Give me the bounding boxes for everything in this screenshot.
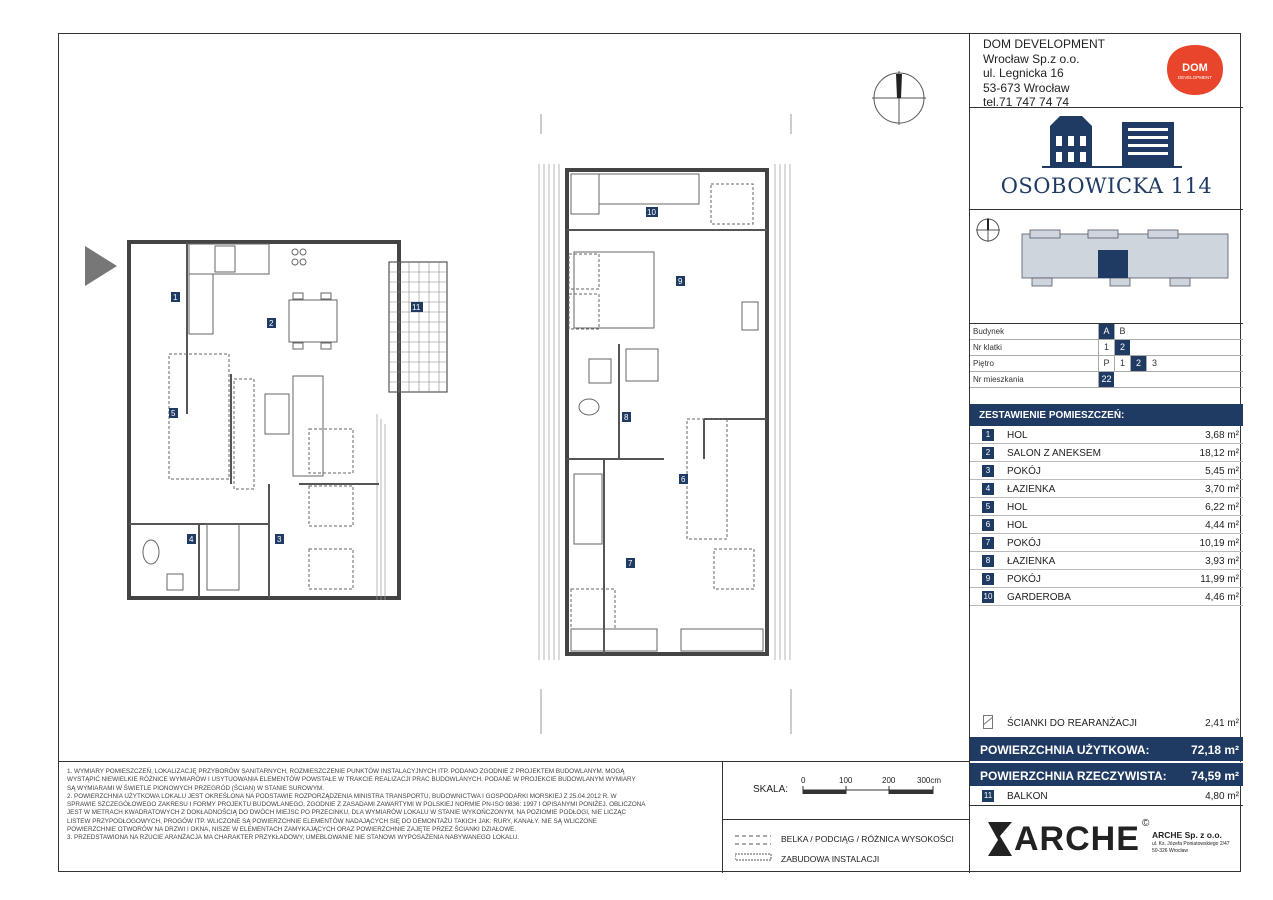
room-label-10: 10 bbox=[647, 208, 656, 217]
room-row: 9 POKÓJ 11,99 m² bbox=[970, 570, 1243, 588]
row-stair: Nr klatki 1 2 bbox=[970, 340, 1243, 356]
north-arrow-icon bbox=[872, 71, 926, 125]
stair-1: 1 bbox=[1098, 340, 1114, 355]
room-label-9: 9 bbox=[678, 277, 683, 286]
scale-bar bbox=[723, 761, 969, 819]
legal-notes bbox=[59, 761, 723, 873]
floor-plan-area bbox=[59, 34, 969, 761]
company-city: 53-673 Wrocław bbox=[983, 80, 1070, 95]
partition-label: ŚCIANKI DO REARANŻACJI bbox=[1007, 718, 1138, 729]
partition-row bbox=[970, 711, 1243, 737]
room-label-4: 4 bbox=[189, 535, 194, 544]
partition-hatch-icon bbox=[983, 715, 993, 729]
note-line: SĄ WYMIARAMI W ŚWIETLE PIONOWYCH PRZEGRÓD (ŚCIAN) W STANIE SUROWYM. bbox=[67, 784, 325, 792]
scale-tick: 0 bbox=[801, 776, 806, 785]
arche-logo-icon bbox=[988, 822, 1012, 856]
apartment-number: 22 bbox=[1098, 372, 1114, 387]
drawing-sheet bbox=[58, 33, 1241, 872]
room-label-1: 1 bbox=[173, 293, 178, 302]
project-title: OSOBOWICKA 114 bbox=[1000, 174, 1213, 198]
project-block bbox=[970, 108, 1243, 210]
room-row: 7 POKÓJ 10,19 m² bbox=[970, 534, 1243, 552]
building-a: A bbox=[1098, 324, 1114, 339]
partition-area: 2,41 m² bbox=[1205, 718, 1239, 729]
note-line: JEST W METRACH KWADRATOWYCH Z DOKŁADNOŚCIĄ DO DWÓCH MIEJSC PO PRZECINKU, DLA WYMIARÓW LOKALU W STANIE WYKOŃCZONYM, NA POZIOMIE PODŁOGI, NIE LICZĄC bbox=[67, 809, 627, 817]
room-row: 5 HOL 6,22 m² bbox=[970, 498, 1243, 516]
floor-1: 1 bbox=[1114, 356, 1130, 371]
floor-3: 3 bbox=[1146, 356, 1162, 371]
note-line: POWIERZCHNIE OTWORÓW NA DRZWI I OKNA, NISZE W ELEMENTACH ZAMYKAJĄCYCH ORAZ POWIERZCHNIE ZAJĘTE PRZEZ ŚCIANKI DZIAŁOWE. bbox=[67, 826, 517, 834]
balcony-row: 11 BALKON 4,80 m² bbox=[970, 787, 1243, 806]
room-row: 8 ŁAZIENKA 3,93 m² bbox=[970, 552, 1243, 570]
stair-2: 2 bbox=[1114, 340, 1130, 355]
rooms-header: ZESTAWIENIE POMIESZCZEŃ: bbox=[970, 404, 1243, 426]
room-row: 3 POKÓJ 5,45 m² bbox=[970, 462, 1243, 480]
site-plan bbox=[970, 210, 1243, 324]
floor-2: 2 bbox=[1130, 356, 1146, 371]
building-logo-icon bbox=[1042, 114, 1182, 170]
scale-label: SKALA: bbox=[753, 784, 789, 795]
building-b: B bbox=[1114, 324, 1130, 339]
usable-area-row: POWIERZCHNIA UŻYTKOWA: 72,18 m² bbox=[970, 737, 1243, 761]
room-label-6: 6 bbox=[681, 475, 686, 484]
row-apartment: Nr mieszkania 22 bbox=[970, 372, 1243, 388]
row-floor: Piętro P 1 2 3 bbox=[970, 356, 1243, 372]
room-row: 10 GARDEROBA 4,46 m² bbox=[970, 588, 1243, 606]
scale-tick: 300cm bbox=[917, 776, 942, 785]
room-row: 6 HOL 4,44 m² bbox=[970, 516, 1243, 534]
developer-block bbox=[970, 34, 1243, 108]
architect-block bbox=[970, 806, 1243, 873]
apartment-info bbox=[970, 324, 1243, 404]
company-street: ul. Legnicka 16 bbox=[983, 66, 1064, 80]
floor-p: P bbox=[1098, 356, 1114, 371]
room-label-3: 3 bbox=[277, 535, 282, 544]
scale-tick: 200 bbox=[882, 776, 896, 785]
info-panel bbox=[969, 34, 1242, 873]
site-apartment-highlight bbox=[1098, 250, 1128, 278]
arche-copyright: © bbox=[1142, 818, 1150, 829]
note-line: 1. WYMIARY POMIESZCZEŃ, LOKALIZACJĘ PRZYBORÓW SANITARNYCH, ROZMIESZCZENIE PUNKTÓW INSTALACYJNYCH ITP. PODANO ZGODNIE Z PROJEKTEM BUDOWLANYM. MOGĄ bbox=[67, 768, 625, 775]
legend bbox=[723, 819, 969, 873]
upper-floor-plan bbox=[539, 114, 791, 734]
company-phone: tel.71 747 74 74 bbox=[983, 95, 1070, 109]
note-line: LISTEW PRZYPODŁOGOWYCH, PROGÓW ITP. WLICZONE SĄ POWIERZCHNIE ELEMENTÓW NADAJĄCYCH SIĘ DO DEMONTAŻU TAKICH JAK: RURY, KANAŁY. NIE SĄ WLICZONE bbox=[67, 817, 597, 825]
note-line: 3. PRZEDSTAWIONA NA RZUCIE ARANŻACJA MA CHARAKTER PRZYKŁADOWY, UMEBLOWANIE NIE STANOWI WYPOSAŻENIA NABYWANEGO LOKALU. bbox=[67, 834, 520, 842]
arche-name: ARCHE Sp. z o.o. bbox=[1152, 830, 1222, 840]
note-line: 2. POWIERZCHNIA UŻYTKOWA LOKALU JEST OKREŚLONA NA PODSTAWIE ROZPORZĄDZENIA MINISTRA TRANSPORTU, BUDOWNICTWA I GOSPODARKI MORSKIEJ Z 25.04.2012 R. W bbox=[67, 792, 617, 800]
dom-development-logo bbox=[1163, 41, 1227, 97]
room-row: 1 HOL 3,68 m² bbox=[970, 426, 1243, 444]
actual-area-row: POWIERZCHNIA RZECZYWISTA: 74,59 m² bbox=[970, 762, 1243, 786]
room-row: 4 ŁAZIENKA 3,70 m² bbox=[970, 480, 1243, 498]
scale-tick: 100 bbox=[839, 776, 853, 785]
note-line: SPRAWIE SZCZEGÓŁOWEGO ZAKRESU I FORMY PROJEKTU BUDOWLANEGO, ZGODNIE Z ZASADAMI ZAWARTYMI W POLSKIEJ NORMIE PN-ISO 9836: 1997 I OPISANYMI PONIŻEJ. OBLICZONA bbox=[67, 801, 646, 809]
svg-text:DOM: DOM bbox=[1182, 62, 1208, 74]
row-building: Budynek A B bbox=[970, 324, 1243, 340]
site-compass-icon bbox=[976, 218, 1000, 242]
arche-addr1: ul. Ks. Józefa Poniatowskiego 2/47 bbox=[1152, 841, 1230, 847]
room-label-5: 5 bbox=[171, 409, 176, 418]
note-line: WYSTĄPIĆ NIEWIELKIE RÓŻNICE WYMIARÓW I USYTUOWANIA ELEMENTÓW POWSTAŁE W TRAKCIE REALIZACJI PRAC BUDOWLANYCH. PODANE W PROJEKCIE BUDOWLANYM WYMIARY bbox=[67, 776, 636, 784]
entrance-arrow-icon bbox=[85, 246, 117, 286]
floor-plans bbox=[59, 34, 969, 761]
room-row: 2 SALON Z ANEKSEM 18,12 m² bbox=[970, 444, 1243, 462]
legend-symbols bbox=[735, 832, 775, 872]
lower-floor-plan bbox=[129, 242, 447, 600]
room-label-8: 8 bbox=[624, 413, 629, 422]
room-label-11: 11 bbox=[412, 303, 421, 312]
room-label-7: 7 bbox=[628, 559, 633, 568]
legend-install: ZABUDOWA INSTALACJI bbox=[781, 854, 880, 864]
svg-text:DEVELOPMENT: DEVELOPMENT bbox=[1177, 75, 1213, 80]
company-name: DOM DEVELOPMENT bbox=[983, 37, 1106, 51]
company-line2: Wrocław Sp.z o.o. bbox=[983, 51, 1080, 66]
room-label-2: 2 bbox=[269, 319, 274, 328]
arche-addr2: 50-326 Wrocław bbox=[1152, 848, 1189, 854]
legend-beam: BELKA / PODCIĄG / RÓŻNICA WYSOKOŚCI bbox=[781, 834, 954, 844]
arche-logo: ARCHE bbox=[1014, 820, 1140, 858]
